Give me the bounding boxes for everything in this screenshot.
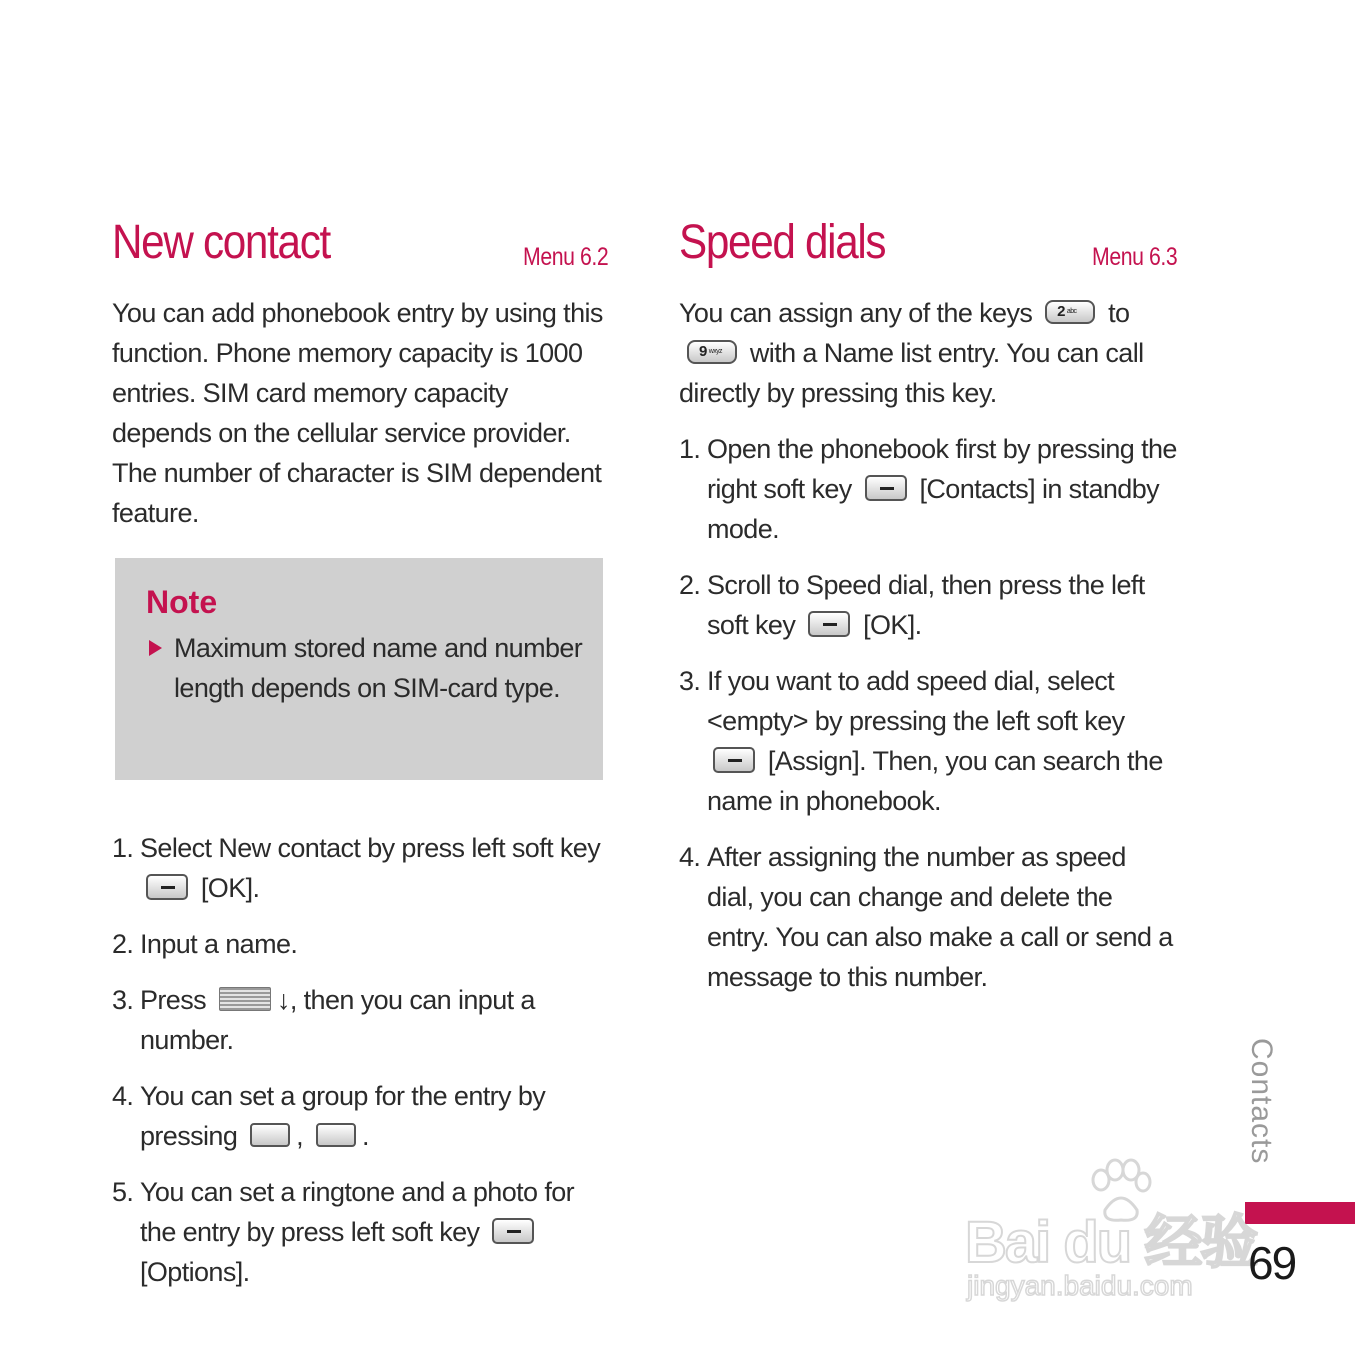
step-text: You can set a group for the entry by pressing [140,1081,546,1151]
list-item [679,565,1177,645]
section-title: Speed dials [679,216,886,269]
key-letters: wxyz [708,347,722,355]
steps-list [112,828,608,1292]
watermark-url: jingyan.baidu.com [967,1270,1193,1301]
separator-text: , [296,1121,304,1151]
speed-dials-section [679,215,1177,1013]
note-title: Note [146,584,218,620]
list-item [112,980,608,1060]
chapter-side-label: Contacts [1245,1038,1278,1165]
menu-reference: Menu 6.2 [522,243,608,271]
list-item [112,828,608,908]
intro-text: You can assign any of the keys [679,298,1033,328]
step-number: 3. [679,666,701,696]
key-9-icon [687,340,737,364]
step-text: If you want to add speed dial, select <empty> by pressing the left soft key [707,666,1125,736]
step-text: Press [140,985,207,1015]
triangle-bullet-icon [149,640,162,656]
step-number: 1. [679,434,701,464]
intro-paragraph: You can add phonebook entry by using this function. Phone memory capacity is 1000 entries. SIM card memory capacity depends on the cellular service provider. The number of character is SIM dependent feature. [112,298,603,528]
page-number: 69 [1248,1237,1296,1289]
key-digit: 9 [699,342,707,360]
left-soft-key-icon [808,611,850,637]
step-number: 5. [112,1177,134,1207]
list-item [112,1076,608,1156]
step-number: 4. [112,1081,134,1111]
step-text: [OK]. [200,873,260,903]
step-text: , then you can input a number. [140,985,535,1055]
step-text: Scroll to Speed dial, then press the left soft key [707,570,1145,640]
right-nav-key-icon [316,1123,356,1147]
intro-text: with a Name list entry. You can call directly by pressing this key. [679,338,1144,408]
step-text: [Options]. [140,1257,250,1287]
step-number: 2. [679,570,701,600]
step-text: [Contacts] in standby mode. [707,474,1160,544]
step-number: 1. [112,833,134,863]
step-number: 2. [112,929,134,959]
left-nav-key-icon [250,1123,290,1147]
left-soft-key-icon [146,874,188,900]
step-text: After assigning the number as speed dial, you can change and delete the entry. You can also make a call or send a message to this number. [707,842,1173,992]
navigation-key-icon [219,987,271,1011]
new-contact-section [112,215,608,1308]
list-item [679,661,1177,821]
note-box [115,558,603,780]
key-digit: 2 [1057,302,1065,320]
section-header [112,215,608,293]
step-text: [Assign]. Then, you can search the name in phonebook. [707,746,1163,816]
list-item [112,1172,608,1292]
intro-paragraph [679,293,1177,413]
section-header [679,215,1177,293]
watermark-text: Bai du 经验 [965,1210,1257,1275]
section-title: New contact [112,216,330,269]
step-number: 3. [112,985,134,1015]
steps-list [679,429,1177,997]
step-text: [OK]. [863,610,922,640]
baidu-watermark [965,1170,1275,1310]
step-text: You can set a ringtone and a photo for the entry by press left soft key [140,1177,575,1247]
step-text: Select New contact by press left soft key [140,833,601,863]
list-item [112,924,608,964]
list-item [679,429,1177,549]
down-arrow-icon: ↓ [276,985,290,1015]
note-item [146,628,593,708]
intro-text: to [1108,298,1130,328]
right-soft-key-icon [865,475,907,501]
left-soft-key-icon [713,747,755,773]
key-letters: abc [1066,307,1077,315]
step-text: . [361,1121,369,1151]
key-2-icon [1045,300,1095,324]
left-soft-key-icon [492,1218,534,1244]
menu-reference: Menu 6.3 [1091,243,1177,271]
step-number: 4. [679,842,701,872]
step-text: Input a name. [140,929,298,959]
note-text: Maximum stored name and number length depends on SIM-card type. [174,633,583,703]
step-text: Open the phonebook first by pressing the right soft key [707,434,1177,504]
list-item [679,837,1177,997]
